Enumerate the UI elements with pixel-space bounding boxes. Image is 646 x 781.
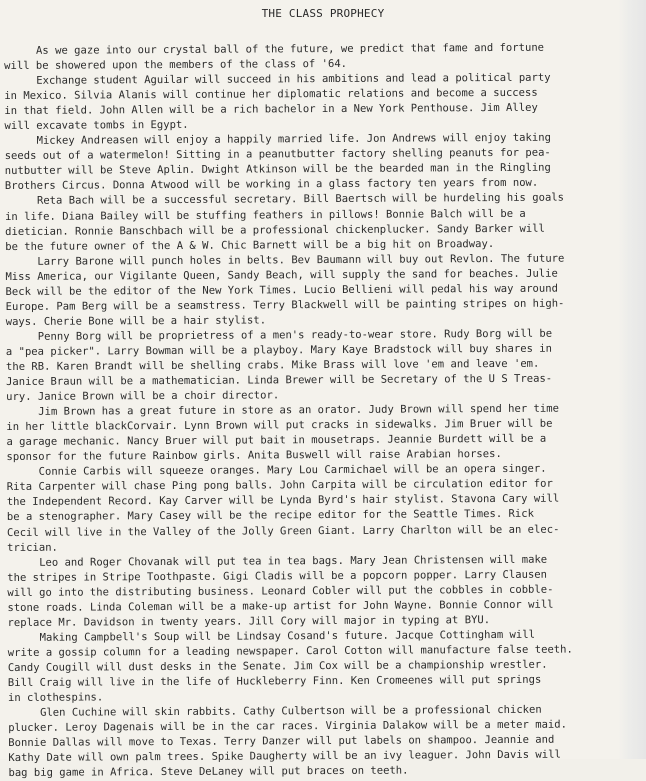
text-line: Kathy Date will own palm trees. Spike Daugherty will be an ivy leaguer. John Davis will [8,748,561,765]
text-line: be the future owner of the A & W. Chic Barnett will be a big hit on Broadway. [5,237,495,253]
paragraph [7,461,644,555]
text-line: Jim Brown has a great future in store as an orator. Judy Brown will spend her time [38,402,559,418]
text-line: As we gaze into our crystal ball of the future, we predict that fame and fortune [36,41,545,57]
text-line: Cecil will live in the Valley of the Jolly Green Giant. Larry Charlton will be an elec- [6,523,560,539]
paragraph [8,702,644,781]
text-line: Bonnie Dallas will move to Texas. Terry Danzer will put labels on shampoo. Jeannie and [8,733,555,750]
text-line: in that field. John Allen will be a rich bachelor in a New York Penthouse. Jim Alley [4,101,538,118]
text-line: Exchange student Aguilar will succeed in his ambitions and lead a political party [36,71,551,87]
text-line: Bill Craig will live in the life of Huckleberry Finn. Ken Cromeenes will put springs [7,673,542,689]
text-line: sponsor for the future Rainbow girls. Anita Buswell will raise Arabian horses. [6,448,502,464]
text-line: plucker. Leroy Dagenais will be in the car races. Virginia Dalakow will be a meter maid. [8,718,567,735]
text-line: the Independent Record. Kay Carver will be Lynda Byrd's hair stylist. Stavona Cary will [6,493,560,509]
paragraph [6,326,642,405]
text-line: write a gossip column for a leading newspaper. Carol Cotton will manufacture false teeth. [7,643,573,659]
text-line: trician. [7,541,58,554]
text-line: the RB. Karen Brandt will be shelling crabs. Mike Brass will love 'em and leave 'em. [5,357,540,373]
paragraph [4,40,640,74]
text-line: Making Campbell's Soup will be Lindsay Cosand's future. Jacque Cottingham will [39,628,535,644]
page-edge [618,0,646,759]
paragraph [4,70,640,134]
paragraph [7,552,643,631]
paragraph [6,401,642,465]
text-line: Reta Bach will be a successful secretary. Bill Baertsch will be hurdeling his goals [36,192,565,208]
text-line: in her little blackCorvair. Lynn Brown will put cracks in sidewalks. Jim Bruer will be [6,417,553,434]
text-line: Rita Carpenter will chase Ping pong balls. John Carpita will be circulation editor for [6,478,553,494]
text-line: Connie Carbis will squeeze oranges. Mary Lou Carmichael will be an opera singer. [38,463,547,479]
text-line: the stripes in Stripe Toothpaste. Gigi Cladis will be a popcorn popper. Larry Clausen [7,568,548,584]
text-line: bag big game in Africa. Steve DeLaney will put braces on teeth. [8,764,409,780]
text-line: in clothespins. [7,691,104,705]
text-line: Miss America, our Vigilante Queen, Sandy Beach, will supply the sand for beaches. Julie [5,267,558,283]
page-title: THE CLASS PROPHECY [261,7,385,20]
paragraph [8,627,644,706]
text-line: Europe. Pam Berg will be a seamstress. Terry Blackwell will be painting stripes on high- [5,297,565,313]
text-line: will go into the distributing business. Leonard Cobler will put the cobbles in cobble- [7,583,554,599]
paragraph [5,130,641,194]
text-line: Brothers Circus. Donna Atwood will be working in a glass factory ten years from now. [4,177,539,193]
text-line: in life. Diana Bailey will be stuffing feathers in pillows! Bonnie Balch will be a [5,207,526,223]
text-line: will be showered upon the members of the class of '64. [4,57,348,73]
paragraph [5,251,641,330]
text-line: Candy Cougill will dust desks in the Senate. Jim Cox will be a championship wrestler. [7,658,548,674]
text-line: Penny Borg will be proprietress of a men's ready-to-wear store. Rudy Borg will be [37,327,553,343]
text-line: seeds out of a watermelon! Sitting in a peanutbutter factory shelling peanuts for pea- [4,146,551,163]
text-line: ways. Cherie Bone will be a hair stylist. [5,314,267,328]
text-line: a "pea picker". Larry Bowman will be a playboy. Mary Kaye Bradstock will buy shares in [5,342,553,358]
prophecy-body [4,40,644,781]
text-line: in Mexico. Silvia Alanis will continue her diplomatic relations and become a success [4,86,538,103]
text-line: nutbutter will be Steve Aplin. Dwight Atkinson will be the bearded man in the Ringling [4,162,551,178]
text-line: Beck will be the editor of the New York Times. Lucio Bellieni will pedal his way around [5,282,558,298]
text-line: Mickey Andreasen will enjoy a happily married life. Jon Andrews will enjoy taking [36,131,551,148]
text-line: will excavate tombs in Egypt. [4,119,189,133]
paragraph [5,191,641,255]
text-line: replace Mr. Davidson in twenty years. Jill Cory will major in typing at BYU. [7,613,491,629]
text-line: Glen Cuchine will skin rabbits. Cathy Culbertson will be a professional chicken [40,703,542,719]
text-line: Janice Braun will be a mathematician. Linda Brewer will be Secretary of the U S Treas- [6,372,553,389]
text-line: be a stenographer. Mary Casey will be the recipe editor for the Seattle Times. Rick [6,508,534,524]
text-line: Larry Barone will punch holes in belts. Bev Baumann will buy out Revlon. The future [37,252,565,268]
text-line: stone roads. Linda Coleman will be a make-up artist for John Wayne. Bonnie Connor will [7,598,554,614]
text-line: Leo and Roger Chovanak will put tea in tea bags. Mary Jean Christensen will make [39,553,548,569]
text-line: ury. Janice Brown will be a choir director. [6,389,280,404]
text-line: a garage mechanic. Nancy Bruer will put bait in mousetraps. Jeannie Burdett will be a [6,432,547,449]
text-line: dietician. Ronnie Banschbach will be a professional chickenplucker. Sandy Barker will [5,222,545,238]
